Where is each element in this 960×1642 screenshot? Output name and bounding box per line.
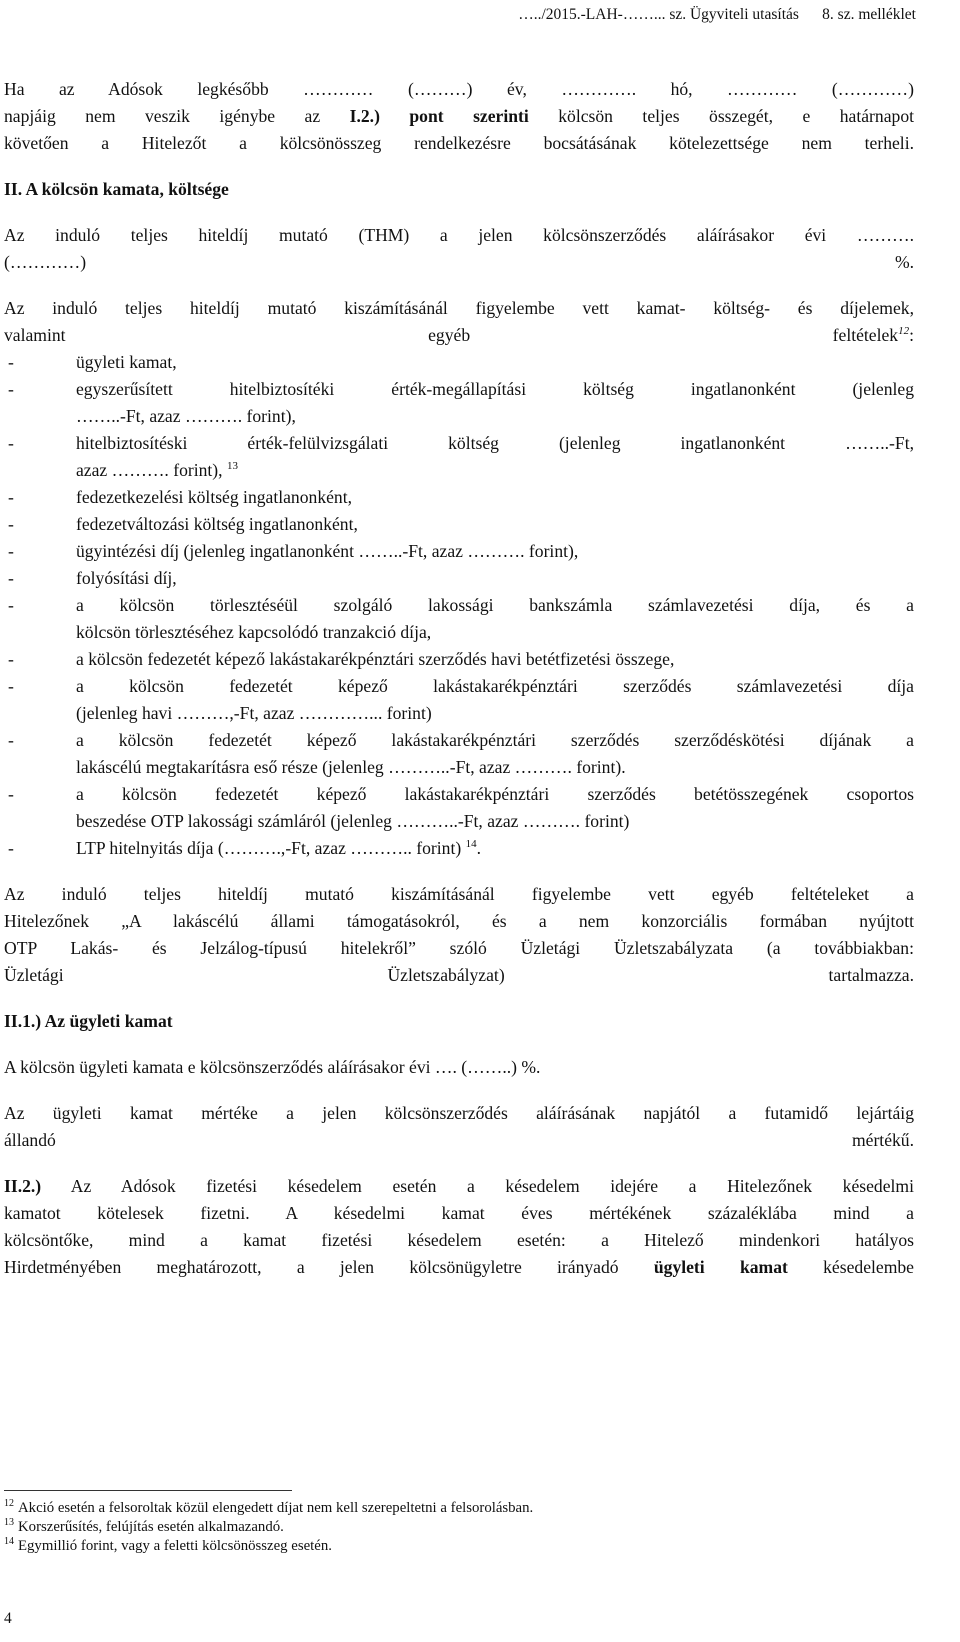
intro-line-3: követően a Hitelezőt a kölcsönösszeg rendelkezésre bocsátásának kötelezettsége nem terheli. xyxy=(4,133,914,153)
thm-paragraph xyxy=(4,222,914,276)
page-header: …../2015.-LAH-……... sz. Ügyviteli utasítás 8. sz. melléklet xyxy=(518,6,916,23)
thm-line-2: (…………) %. xyxy=(4,252,914,272)
list-item: - a kölcsön fedezetét képező lakástakarékpénztári szerződés betétösszegének csoportos beszedése OTP lakossági számláról (jelenleg ………..-Ft, azaz ………. forint) xyxy=(8,784,914,831)
factors-intro xyxy=(4,295,914,349)
list-item: - LTP hitelnyitás díja (……….,-Ft, azaz ……….. forint) $^{14}$. xyxy=(8,838,482,858)
list-item: - egyszerűsített hitelbiztosítéki érték-megállapítási költség ingatlanonként (jelenleg ……..-Ft, azaz ………. forint), xyxy=(8,379,914,426)
intro-reference: I.2.) pont szerinti xyxy=(349,106,529,126)
footnote-ref-12: 12 xyxy=(898,325,910,338)
list-item: - a kölcsön fedezetét képező lakástakarékpénztári szerződés számlavezetési díja (jelenleg havi ………,-Ft, azaz …………... forint) xyxy=(8,676,914,723)
page-number: 4 xyxy=(4,1610,12,1627)
list-item: - fedezetkezelési költség ingatlanonként, xyxy=(8,487,353,507)
cost-element-list xyxy=(4,349,914,862)
section-heading-ii: II. A kölcsön kamata, költsége xyxy=(4,179,229,199)
list-item: - a kölcsön fedezetét képező lakástakarékpénztári szerződés szerződéskötési díjának a lakáscélú megtakarításra eső része (jelenleg ………..-Ft, azaz ………. forint). xyxy=(8,730,914,777)
intro-line-1: Ha az Adósok legkésőbb ………… (………) év, …………. hó, ………… (…………) xyxy=(4,79,914,99)
list-item: - ügyleti kamat, xyxy=(8,352,177,372)
document-body xyxy=(4,76,914,1300)
list-item: - folyósítási díj, xyxy=(8,568,177,588)
late-interest-paragraph: II.2.) Az Adósok fizetési késedelem esetén a késedelem idejére a Hitelezőnek késedelmi kamatot kötelesek fizetni. A késedelmi kamat éves mértékének százaléklába mind a kölcsöntőke, mind a kamat fizetési késedelem esetén: a Hitelező mindenkori hatályos Hirdetményében meghatározott, a jelen kölcsönügyletre irányadó ügyleti kamat késedelembe xyxy=(4,1176,914,1277)
footnote-ref-14: 14 xyxy=(465,838,477,851)
list-item: - a kölcsön fedezetét képező lakástakarékpénztári szerződés havi betétfizetési összege, xyxy=(8,649,675,669)
footnote-12: $^{12}$ Akció esetén a felsoroltak közül elengedett díjat nem kell szerepeltetni a felsorolásban. xyxy=(4,1498,534,1516)
intro-paragraph xyxy=(4,76,914,157)
list-item: - a kölcsön törlesztéséül szolgáló lakossági bankszámla számlavezetési díja, és a kölcsön törlesztéséhez kapcsolódó tranzakció díja, xyxy=(8,595,914,642)
other-conditions-paragraph: Az induló teljes hiteldíj mutató kiszámításánál figyelembe vett egyéb feltételeket a Hitelezőnek „A lakáscélú állami támogatásokról, és a nem konzorciális formában nyújtott OTP Lakás- és Jelzálog-típusú hitelekről” szóló Üzletági Üzletszabályzata (a továbbiakban: Üzletági Üzletszabályzat) tartalmazza. xyxy=(4,884,914,985)
footnote-divider xyxy=(4,1490,292,1491)
footnote-ref-13: 13 xyxy=(226,460,238,473)
fixed-rate-paragraph: Az ügyleti kamat mértéke a jelen kölcsönszerződés aláírásának napjától a futamidő lejártáig állandó mértékű. xyxy=(4,1103,914,1150)
thm-line-1: Az induló teljes hiteldíj mutató (THM) a jelen kölcsönszerződés aláírásakor évi ………. xyxy=(4,225,914,245)
list-item: - hitelbiztosítéski érték-felülvizsgálati költség (jelenleg ingatlanonként ……..-Ft, azaz ………. forint), $^{13}$ xyxy=(8,433,914,480)
section-heading-ii-1: II.1.) Az ügyleti kamat xyxy=(4,1011,173,1031)
interest-rate-paragraph: A kölcsön ügyleti kamata e kölcsönszerződés aláírásakor évi …. (……..) %. xyxy=(4,1057,541,1077)
intro-line-2: napjáig nem veszik igénybe az I.2.) pont szerinti kölcsön teljes összegét, e határnapot xyxy=(4,106,914,126)
factors-line-1: Az induló teljes hiteldíj mutató kiszámításánál figyelembe vett kamat- költség- és díjelemek, xyxy=(4,298,914,318)
footnote-14: $^{14}$ Egymillió forint, vagy a feletti kölcsönösszeg esetén. xyxy=(4,1536,332,1554)
list-item: - ügyintézési díj (jelenleg ingatlanonként ……..-Ft, azaz ………. forint), xyxy=(8,541,579,561)
section-label-ii-2: II.2.) xyxy=(4,1176,42,1196)
footnotes xyxy=(4,1490,914,1556)
factors-line-2: valamint egyéb feltételek$^{12}$: xyxy=(4,325,914,345)
footnote-13: $^{13}$ Korszerűsítés, felújítás esetén alkalmazandó. xyxy=(4,1517,284,1535)
list-item: - fedezetváltozási költség ingatlanonként, xyxy=(8,514,358,534)
